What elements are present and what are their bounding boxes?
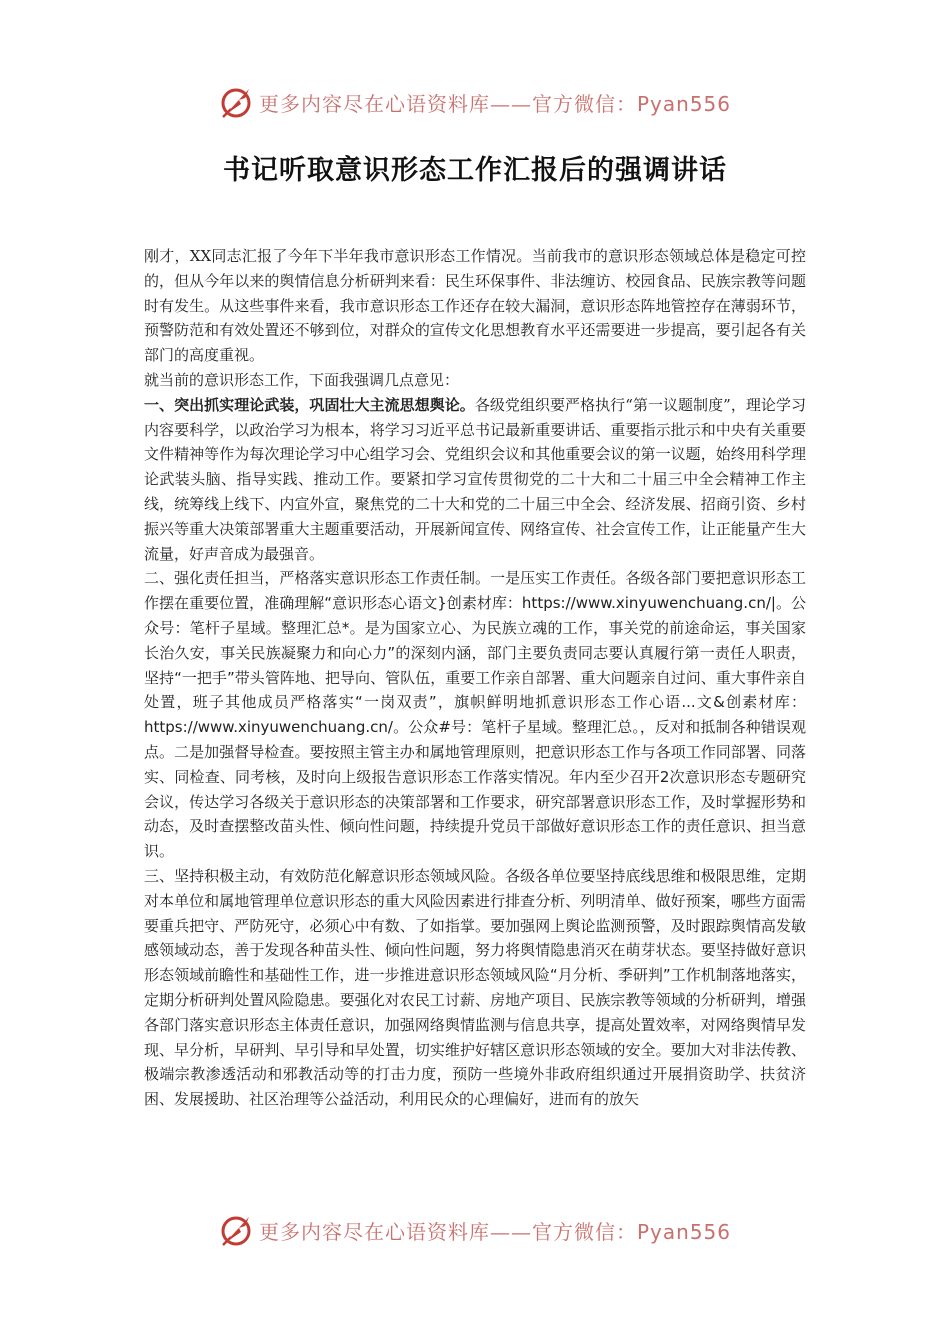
watermark-banner-bottom: [0, 1210, 950, 1250]
watermark-text: [259, 1216, 731, 1245]
transition-paragraph: 就当前的意识形态工作，下面我强调几点意见：: [144, 370, 460, 389]
watermark-prefix: 更多内容尽在心语资料库——官方微信：: [258, 91, 637, 116]
watermark-text: [259, 88, 731, 117]
watermark-prefix: 更多内容尽在心语资料库——官方微信：: [258, 1219, 637, 1244]
section-2-paragraph: 二、强化责任担当，严格落实意识形态工作责任制。一是压实工作责任。各级各部门要把意识形态工作摆在重要位置，准确理解“意识形态心语文}创素材库：https://www.xinyuwenchuang.cn/|。公众号：笔杆子星域。整理汇总*。是为国家立心、为民族立魂的工作，事关党的前途命运，事关国家长治久安，事关民族凝聚力和向心力”的深刻内涵，部门主要负责同志要认真履行第一责任人职责，坚持“一把手”带头管阵地、把导向、管队伍，重要工作亲自部署、重大问题亲自过问、重大事件亲自处置，班子其他成员严格落实“一岗双责”，旗帜鲜明地抓意识形态工作心语...文&创素材库：https://www.xinyuwenchuang.cn/。公众#号：笔杆子星域。整理汇总。，反对和抵制各种错误观点。二是加强督导检查。要按照主管主办和属地管理原则，把意识形态工作与各项工作同部署、同落实、同检查、同考核，及时向上级报告意识形态工作落实情况。年内至少召开2次意识形态专题研究会议，传达学习各级关于意识形态的决策部署和工作要求，研究部署意识形态工作，及时掌握形势和动态，及时查摆整改苗头性、倾向性问题，持续提升党员干部做好意识形态工作的责任意识、担当意识。: [144, 569, 806, 861]
section-1-heading: 一、突出抓实理论武装，巩固壮大主流思想舆论。: [144, 395, 475, 414]
document-body: [144, 244, 806, 1112]
quill-logo-icon: [219, 1212, 255, 1248]
intro-paragraph: 刚才，XX同志汇报了今年下半年我市意识形态工作情况。当前我市的意识形态领域总体是稳定可控的，但从今年以来的舆情信息分析研判来看：民生环保事件、非法缠访、校园食品、民族宗教等问题时有发生。从这些事件来看，我市意识形态工作还存在较大漏洞，意识形态阵地管控存在薄弱环节，预警防范和有效处置还不够到位，对群众的宣传文化思想教育水平还需要进一步提高，要引起各有关部门的高度重视。: [144, 247, 806, 365]
quill-logo-icon: [219, 84, 255, 120]
section-1-paragraph: [144, 393, 806, 567]
watermark-handle: Pyan556: [636, 1219, 731, 1244]
section-1-body: 各级党组织要严格执行“第一议题制度”，理论学习内容要科学，以政治学习为根本，将学习习近平总书记最新重要讲话、重要指示批示和中央有关重要文件精神等作为每次理论学习中心组学习会、党组织会议和其他重要会议的第一议题，始终用科学理论武装头脑、指导实践、推动工作。要紧扣学习宣传贯彻党的二十大和二十届三中全会精神工作主线，统筹线上线下、内宣外宣，聚焦党的二十大和党的二十届三中全会、经济发展、招商引资、乡村振兴等重大决策部署重大主题重要活动，开展新闻宣传、网络宣传、社会宣传工作，让正能量产生大流量，好声音成为最强音。: [144, 395, 806, 563]
watermark-banner-top: [0, 82, 950, 122]
document-title: 书记听取意识形态工作汇报后的强调讲话: [223, 155, 727, 186]
watermark-handle: Pyan556: [636, 91, 731, 116]
section-3-paragraph: 三、坚持积极主动，有效防范化解意识形态领域风险。各级各单位要坚持底线思维和极限思维，定期对本单位和属地管理单位意识形态的重大风险因素进行排查分析、列明清单、做好预案，哪些方面需要重兵把守、严防死守，必须心中有数、了如指掌。要加强网上舆论监测预警，及时跟踪舆情高发敏感领域动态，善于发现各种苗头性、倾向性问题，努力将舆情隐患消灭在萌芽状态。要坚持做好意识形态领域前瞻性和基础性工作，进一步推进意识形态领域风险“月分析、季研判”工作机制落地落实，定期分析研判处置风险隐患。要强化对农民工讨薪、房地产项目、民族宗教等领域的分析研判，增强各部门落实意识形态主体责任意识，加强网络舆情监测与信息共享，提高处置效率，对网络舆情早发现、早分析，早研判、早引导和早处置，切实维护好辖区意识形态领域的安全。要加大对非法传教、极端宗教渗透活动和邪教活动等的打击力度，预防一些境外非政府组织通过开展捐资助学、扶贫济困、发展援助、社区治理等公益活动，利用民众的心理偏好，进而有的放矢: [144, 866, 806, 1109]
